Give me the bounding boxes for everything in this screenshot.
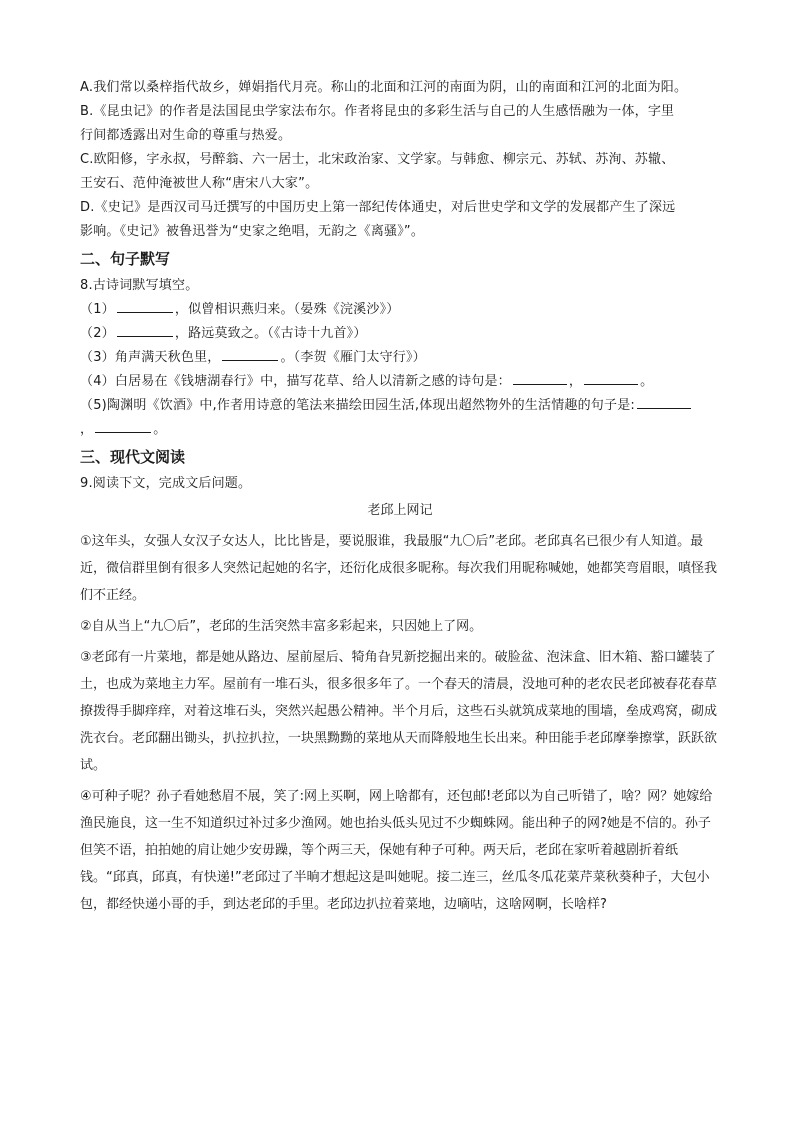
item-5-comma: ， xyxy=(80,422,94,437)
answer-blank[interactable] xyxy=(584,372,638,385)
item-4-comma: ， xyxy=(568,374,583,389)
answer-blank[interactable] xyxy=(513,372,567,385)
article-paragraph-3: ③老邱有一片菜地，都是她从路边、屋前屋后、犄角旮旯新挖掘出来的。破脸盆、泡沫盒、旧木箱、豁口罐装了土，也成为菜地主力军。屋前有一堆石头，很多很多年了。一个春天的清晨，没地可种的老农民老邱被春花春草撩拨得手脚痒痒，对着这堆石头，突然兴起愚公精神。半个月后，这些石头就筑成菜地的围墙，垒成鸡窝，砌成洗衣台。老邱翻出锄头，扒拉扒拉，一块黑黝黝的菜地从天而降般地生长出来。种田能手老邱摩拳擦掌，跃跃欲试。 xyxy=(80,650,718,773)
section-heading-reading: 三、现代文阅读 xyxy=(80,448,186,466)
item-5-text: （5)陶渊明《饮酒》中,作者用诗意的笔法来描绘田园生活,体现出超然物外的生活情趣的句子是: xyxy=(80,398,635,413)
item-5-period: 。 xyxy=(153,422,167,437)
question-8-item-1 xyxy=(80,298,720,322)
item-3-text: （3）角声满天秋色里， xyxy=(80,350,221,365)
option-b-line1: B.《昆虫记》的作者是法国昆虫学家法布尔。作者将昆虫的多彩生活与自己的人生感悟融为一体，字里 xyxy=(80,104,675,119)
option-a: A.我们常以桑梓指代故乡，婵娟指代月亮。称山的北面和江河的南面为阴，山的南面和江河的北面为阳。 xyxy=(80,80,688,95)
item-1-number: （1） xyxy=(80,302,115,317)
question-8-item-5-cont xyxy=(80,418,720,442)
answer-blank[interactable] xyxy=(117,324,173,337)
question-8-item-5 xyxy=(80,394,720,418)
article-paragraph-2: ②自从当上“九〇后”，老邱的生活突然丰富多彩起来，只因她上了网。 xyxy=(80,619,483,634)
option-c-line1: C.欧阳修，字永叔，号醉翁、六一居士，北宋政治家、文学家。与韩愈、柳宗元、苏轼、苏洵、苏辙、 xyxy=(80,152,675,167)
question-8-item-4 xyxy=(80,370,720,394)
item-2-number: （2） xyxy=(80,326,115,341)
question-9-stem: 9.阅读下文，完成文后问题。 xyxy=(80,476,252,491)
section-heading-dictation: 二、句子默写 xyxy=(80,250,171,268)
option-c-line2: 王安石、范仲淹被世人称“唐宋八大家”。 xyxy=(80,176,319,191)
item-1-text: ，似曾相识燕归来。（晏殊《浣溪沙》） xyxy=(174,302,400,317)
item-2-text: ，路远莫致之。（《古诗十九首》） xyxy=(174,326,367,341)
item-4-period: 。 xyxy=(640,374,654,389)
article-paragraph-1: ①这年头，女强人女汉子女达人，比比皆是，要说服谁，我最服“九〇后”老邱。老邱真名已很少有人知道。最近，微信群里倒有很多人突然记起她的名字，还衍化成很多昵称。每次我们用昵称喊她，她都笑弯眉眼，嗔怪我们不正经。 xyxy=(80,534,718,603)
option-b-line2: 行间都透露出对生命的尊重与热爱。 xyxy=(80,128,292,143)
article-paragraph-4: ④可种子呢？孙子看她愁眉不展，笑了:网上买啊，网上啥都有，还包邮!老邱以为自己听错了，啥？网？她嫁给渔民施良，这一生不知道织过补过多少渔网。她也抬头低头见过不少蜘蛛网。能出种子的网?她是不信的。孙子但笑不语，拍拍她的肩让她少安毋躁，等个两三天，保她有种子可种。两天后，老邱在家听着越剧折着纸钱。“邱真，邱真，有快递!”老邱过了半晌才想起这是叫她呢。接二连三，丝瓜冬瓜花菜芹菜秋葵种子，大包小包，都经快递小哥的手，到达老邱的手里。老邱边扒拉着菜地，边嘀咕，这啥网啊，长啥样? xyxy=(80,789,713,912)
question-8-stem: 8.古诗词默写填空。 xyxy=(80,278,199,293)
document-content xyxy=(80,76,720,922)
option-d-line1: D.《史记》是西汉司马迁撰写的中国历史上第一部纪传体通史，对后世史学和文学的发展都产生了深远 xyxy=(80,200,676,215)
answer-blank[interactable] xyxy=(117,300,173,313)
item-4-text: （4）白居易在《钱塘湖春行》中，描写花草、给人以清新之感的诗句是： xyxy=(80,374,511,389)
answer-blank[interactable] xyxy=(637,396,691,409)
answer-blank[interactable] xyxy=(95,420,151,433)
question-8-item-2 xyxy=(80,322,720,346)
article-title: 老邱上网记 xyxy=(367,503,433,518)
item-3-source: 。（李贺《雁门太守行》） xyxy=(280,350,426,365)
question-8-item-3 xyxy=(80,346,720,370)
option-d-line2: 影响。《史记》被鲁迅誉为“史家之绝唱，无韵之《离骚》”。 xyxy=(80,224,425,239)
answer-blank[interactable] xyxy=(222,348,278,361)
